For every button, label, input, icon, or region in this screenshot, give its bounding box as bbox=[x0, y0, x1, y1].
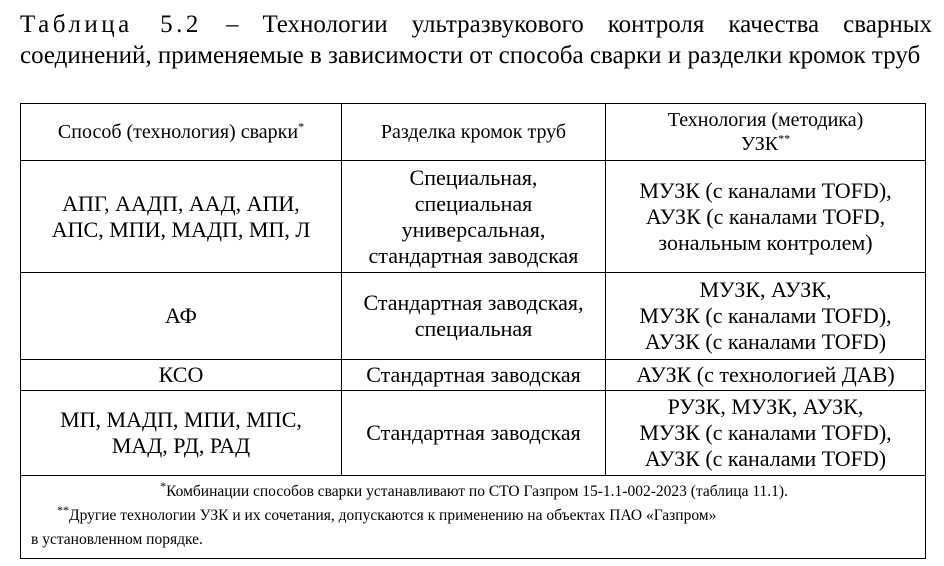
table-row bbox=[21, 391, 926, 476]
cell-welding-method: АПГ, ААДП, ААД, АПИ, АПС, МПИ, МАДП, МП, Л bbox=[21, 161, 342, 273]
table-row bbox=[21, 161, 926, 273]
footnote-1: *Комбинации способов сварки устанавливают по СТО Газпром 15-1.1-002-2023 (таблица 11.1). bbox=[160, 478, 788, 500]
header-row bbox=[21, 104, 926, 161]
cell-edge-preparation: Стандартная заводская, специальная bbox=[342, 273, 606, 360]
cell-edge-preparation: Специальная, специальная универсальная, стандартная заводская bbox=[342, 161, 606, 273]
cell-ut-technology: РУЗК, МУЗК, АУЗК, МУЗК (с каналами TOFD), АУЗК (с каналами TOFD) bbox=[606, 391, 926, 476]
table-caption-text: – Технологии ультразвукового контроля качества сварных соединений, применяемые в зависимости от способа сварки и разделки кромок труб bbox=[20, 11, 932, 69]
cell-ut-technology: МУЗК (с каналами TOFD), АУЗК (с каналами TOFD, зональным контролем) bbox=[606, 161, 926, 273]
notes-row bbox=[21, 476, 926, 559]
header-welding-method: Способ (технология) сварки* bbox=[21, 104, 342, 161]
table-caption bbox=[20, 9, 932, 71]
table-row bbox=[21, 273, 926, 360]
cell-welding-method: МП, МАДП, МПИ, МПС, МАД, РД, РАД bbox=[21, 391, 342, 476]
header-edge-preparation: Разделка кромок труб bbox=[342, 104, 606, 161]
table-number: Таблица 5.2 bbox=[20, 11, 202, 38]
welding-ut-table bbox=[20, 103, 926, 559]
table-footnotes bbox=[21, 476, 926, 559]
header-ut-technology: Технология (методика) УЗК** bbox=[606, 104, 926, 161]
cell-ut-technology: МУЗК, АУЗК, МУЗК (с каналами TOFD), АУЗК (с каналами TOFD) bbox=[606, 273, 926, 360]
cell-edge-preparation: Стандартная заводская bbox=[342, 391, 606, 476]
cell-ut-technology: АУЗК (с технологией ДАВ) bbox=[606, 360, 926, 391]
table-row bbox=[21, 360, 926, 391]
cell-welding-method: АФ bbox=[21, 273, 342, 360]
cell-welding-method: КСО bbox=[21, 360, 342, 391]
footnote-2: **Другие технологии УЗК и их сочетания, допускаются к применению на объектах ПАО «Газпром» bbox=[57, 502, 717, 524]
footnote-2-continuation: в установленном порядке. bbox=[31, 531, 203, 548]
cell-edge-preparation: Стандартная заводская bbox=[342, 360, 606, 391]
